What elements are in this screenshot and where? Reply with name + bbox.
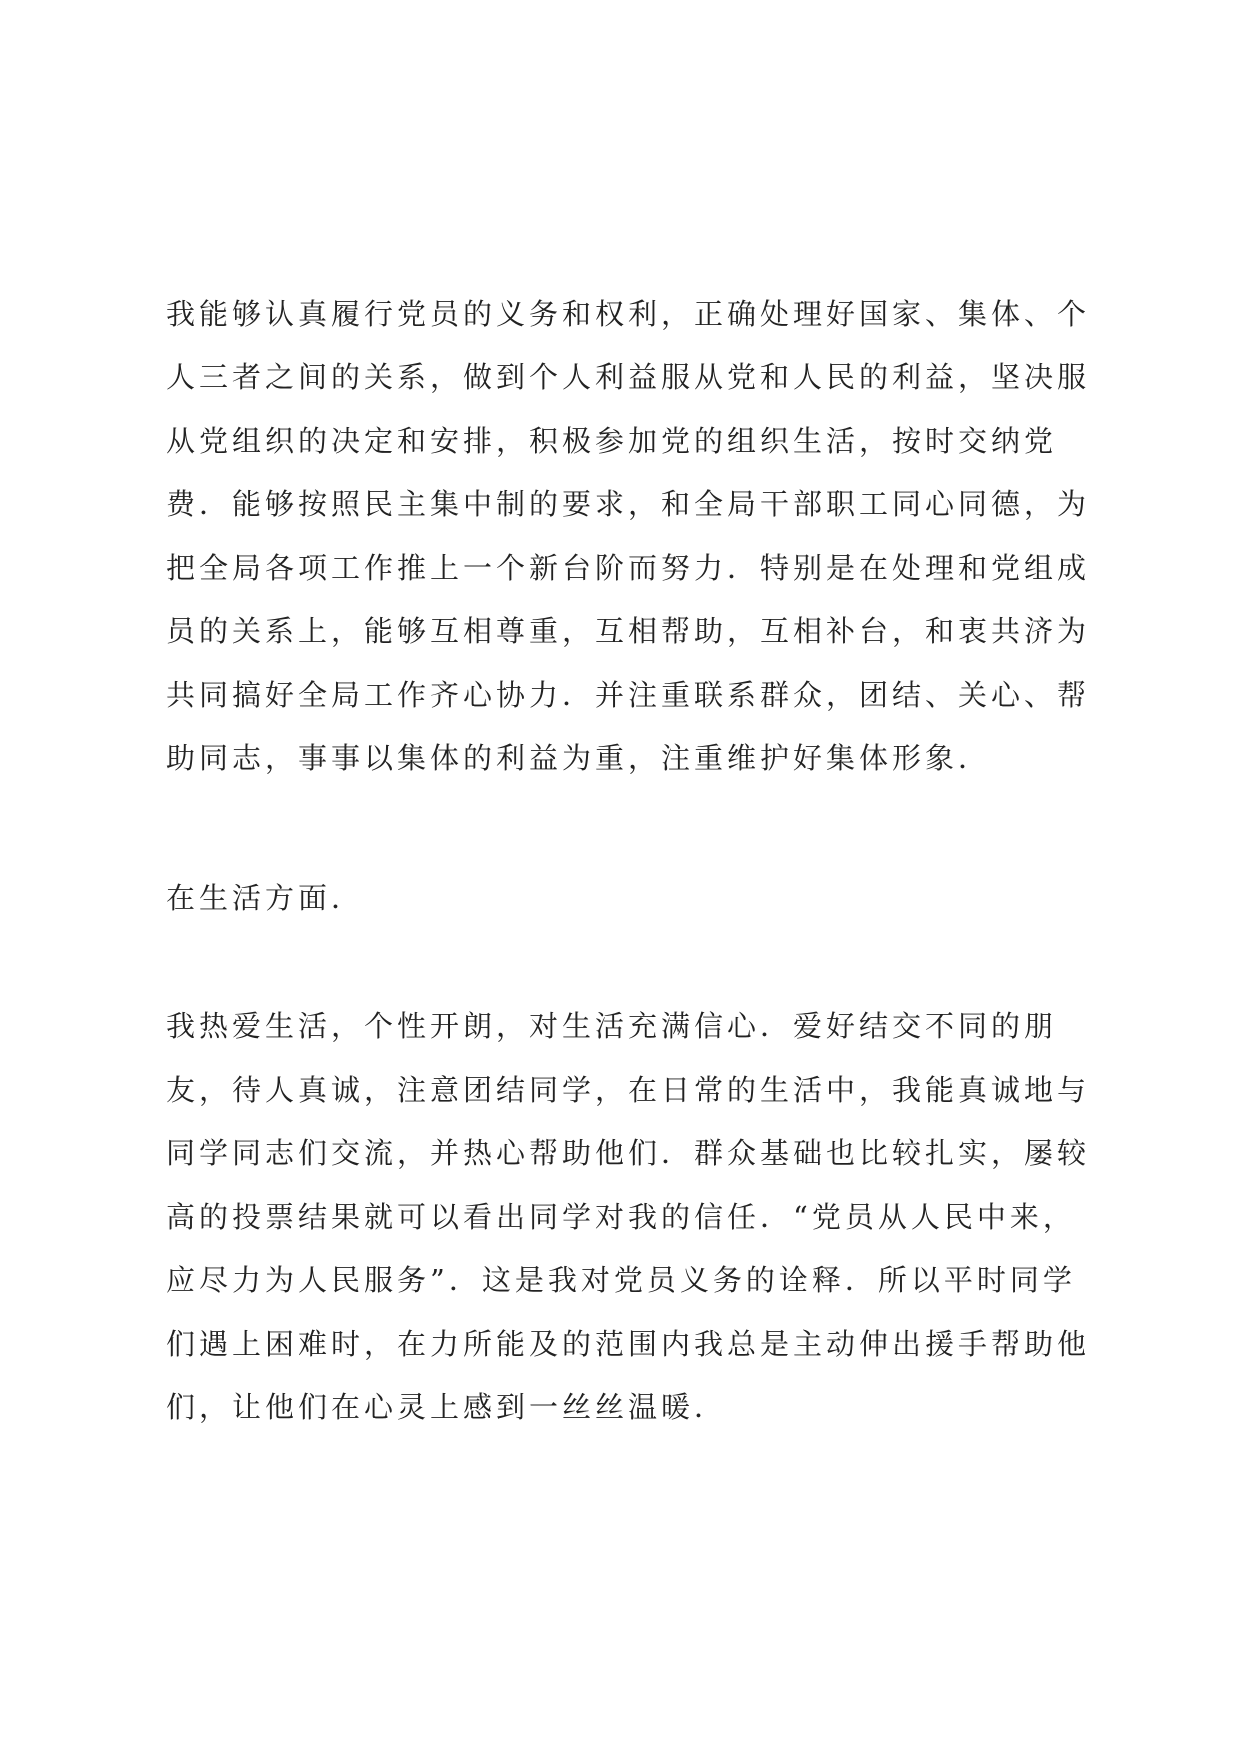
text-line: 费．能够按照民主集中制的要求，和全局干部职工同心同德，为 xyxy=(166,487,1091,521)
text-line: 我能够认真履行党员的义务和权利，正确处理好国家、集体、个 xyxy=(166,297,1091,331)
text-line: 人三者之间的关系，做到个人利益服从党和人民的利益，坚决服 xyxy=(166,360,1091,394)
text-line: 高的投票结果就可以看出同学对我的信任．“党员从人民中来， xyxy=(166,1200,1076,1234)
text-line: 共同搞好全局工作齐心协力．并注重联系群众，团结、关心、帮 xyxy=(166,678,1091,712)
text-line: 我热爱生活，个性开朗，对生活充满信心．爱好结交不同的朋 xyxy=(166,1009,1058,1043)
section-heading: 在生活方面． xyxy=(166,881,365,915)
text-line: 从党组织的决定和安排，积极参加党的组织生活，按时交纳党 xyxy=(166,424,1058,458)
text-line: 们遇上困难时，在力所能及的范围内我总是主动伸出援手帮助他 xyxy=(166,1327,1091,1361)
text-line: 友，待人真诚，注意团结同学，在日常的生活中，我能真诚地与 xyxy=(166,1073,1091,1107)
text-line: 应尽力为人民服务”．这是我对党员义务的诠释．所以平时同学 xyxy=(166,1263,1076,1297)
text-line: 们，让他们在心灵上感到一丝丝温暖． xyxy=(166,1390,728,1424)
text-line: 助同志，事事以集体的利益为重，注重维护好集体形象． xyxy=(166,741,992,775)
text-line: 员的关系上，能够互相尊重，互相帮助，互相补台，和衷共济为 xyxy=(166,614,1091,648)
text-line: 同学同志们交流，并热心帮助他们．群众基础也比较扎实，屡较 xyxy=(166,1136,1091,1170)
text-line: 把全局各项工作推上一个新台阶而努力．特别是在处理和党组成 xyxy=(166,551,1091,585)
